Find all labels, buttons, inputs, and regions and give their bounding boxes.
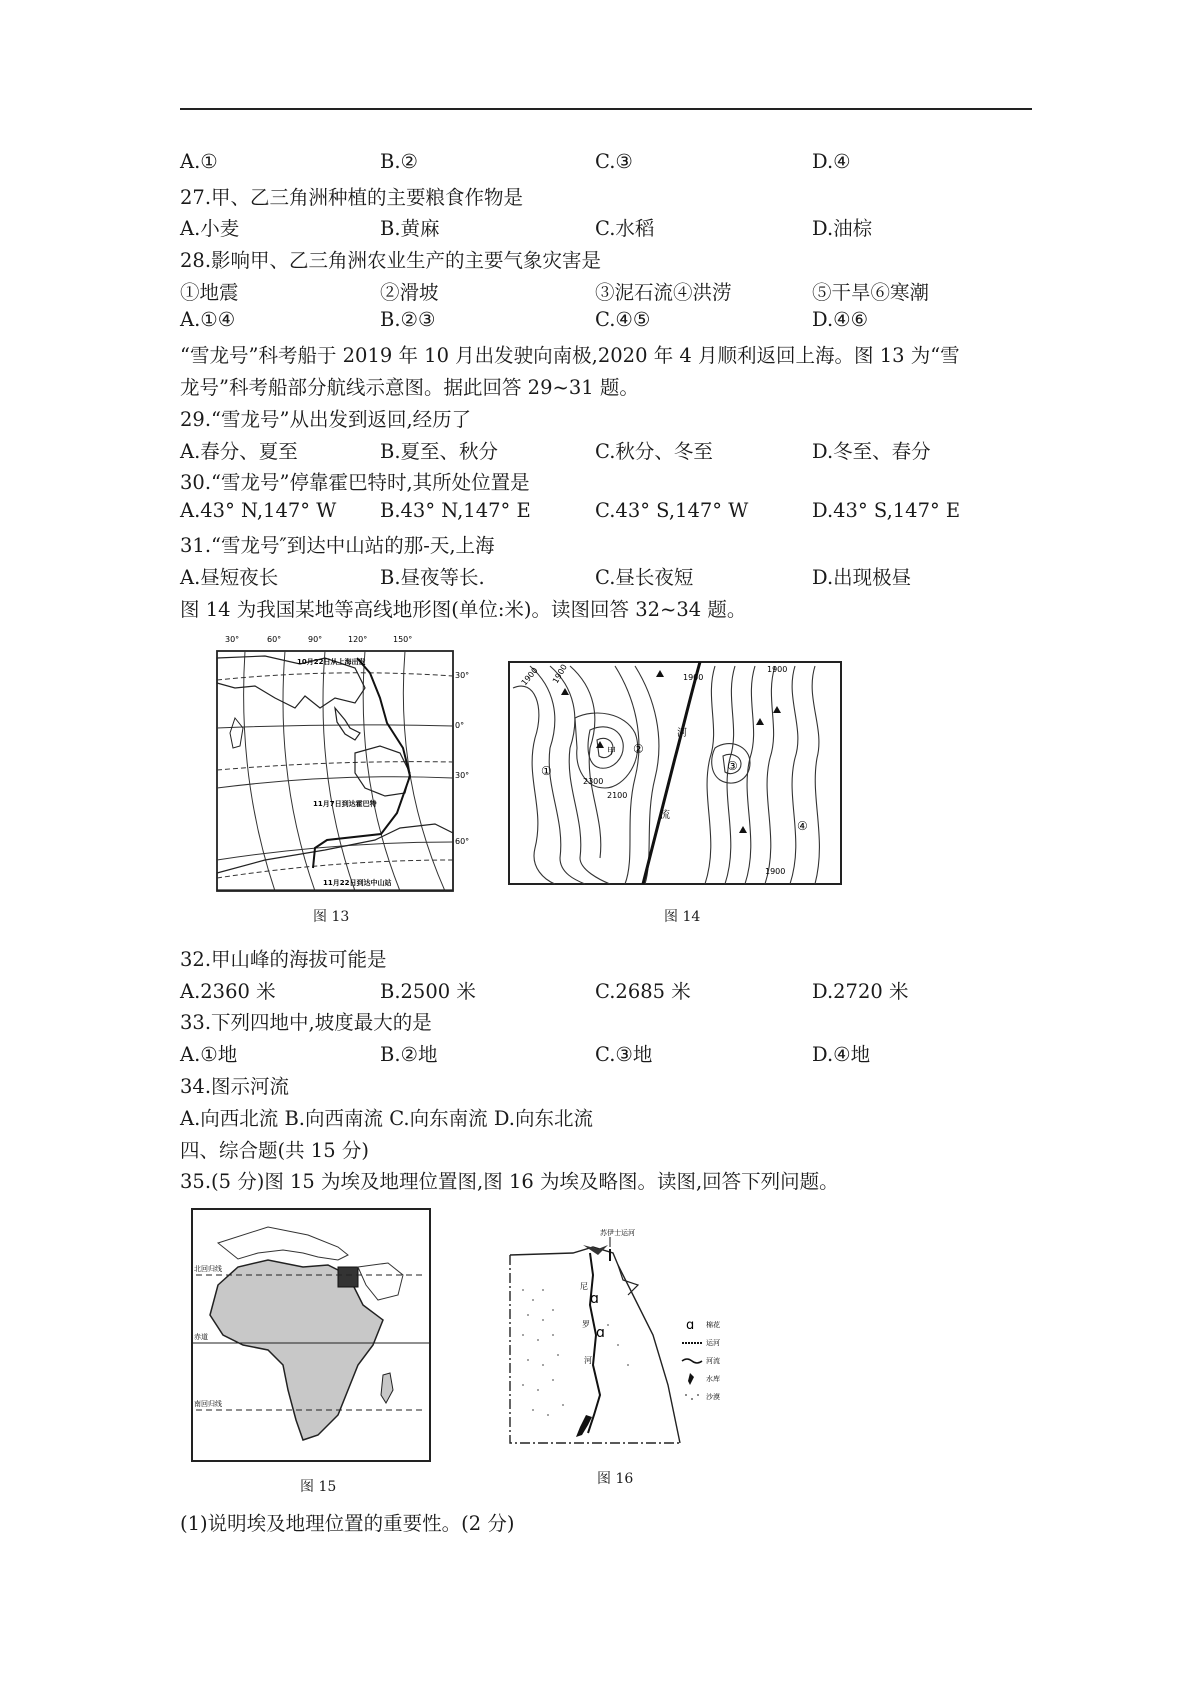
- q31-option-b[interactable]: B.昼夜等长.: [380, 566, 485, 589]
- legend-desert-icon: [685, 1394, 699, 1400]
- legend-label: 运河: [706, 1339, 720, 1347]
- legend-cotton-icon: ɑ: [686, 1318, 695, 1333]
- legend-label: 沙漠: [706, 1393, 720, 1401]
- contour-label: 1900: [550, 662, 569, 685]
- q28-choice-3: ③泥石流④洪涝: [595, 281, 732, 304]
- lat-label: 30°: [455, 771, 470, 780]
- q28-option-b[interactable]: B.②③: [380, 308, 436, 331]
- annotation-zhongshan: 11月22日到达中山站: [323, 879, 392, 887]
- marker-4: ④: [797, 819, 808, 833]
- peak-label: 甲: [607, 747, 617, 757]
- q30-stem: 30.“雪龙号”停靠霍巴特时,其所处位置是: [180, 471, 530, 494]
- q28-choice-1: ①地震: [180, 281, 239, 304]
- marker-3: ③: [727, 759, 738, 773]
- q29-stem: 29.“雪龙号”从出发到返回,经历了: [180, 408, 472, 431]
- lon-label: 30°: [225, 635, 240, 644]
- lat-line-label: 赤道: [194, 1333, 208, 1341]
- river-char: 尼: [580, 1282, 588, 1291]
- q27-option-d[interactable]: D.油棕: [812, 217, 873, 240]
- q32-option-b[interactable]: B.2500 米: [380, 980, 476, 1003]
- q33-option-a[interactable]: A.①地: [180, 1043, 238, 1066]
- q28-choice-4: ⑤干旱⑥寒潮: [812, 281, 930, 304]
- legend-label: 水库: [706, 1375, 720, 1383]
- q29-option-b[interactable]: B.夏至、秋分: [380, 440, 499, 463]
- q28-option-c[interactable]: C.④⑤: [595, 308, 651, 331]
- figure-13-map: [205, 628, 470, 918]
- lon-label: 90°: [308, 635, 323, 644]
- egypt-highlight: [338, 1267, 358, 1287]
- figure-16: [498, 1225, 768, 1480]
- lat-label: 60°: [455, 837, 470, 846]
- lat-label: 30°: [455, 671, 470, 680]
- q32-option-d[interactable]: D.2720 米: [812, 980, 909, 1003]
- q33-option-b[interactable]: B.②地: [380, 1043, 438, 1066]
- lon-label: 60°: [267, 635, 282, 644]
- q30-option-a[interactable]: A.43° N,147° W: [180, 499, 337, 522]
- q30-option-b[interactable]: B.43° N,147° E: [380, 499, 531, 522]
- q33-option-c[interactable]: C.③地: [595, 1043, 653, 1066]
- intro-32-34: 图 14 为我国某地等高线地形图(单位:米)。读图回答 32~34 题。: [180, 598, 747, 621]
- marker-2: ②: [633, 742, 644, 756]
- q32-option-c[interactable]: C.2685 米: [595, 980, 691, 1003]
- q26-option-b[interactable]: B.②: [380, 150, 419, 173]
- river-char: 罗: [582, 1320, 590, 1329]
- figure-14: [505, 658, 845, 920]
- intro-29-31-line2: 龙号”科考船部分航线示意图。据此回答 29~31 题。: [180, 376, 639, 399]
- figure-15-caption: 图 15: [300, 1479, 337, 1495]
- q27-option-a[interactable]: A.小麦: [180, 217, 240, 240]
- river-char: 流: [660, 810, 670, 821]
- figure-13: [205, 628, 470, 918]
- q31-option-c[interactable]: C.昼长夜短: [595, 566, 694, 589]
- figure-14-frame: [509, 662, 841, 884]
- legend-river-icon: [682, 1359, 702, 1363]
- lon-label: 120°: [348, 635, 368, 644]
- q27-stem: 27.甲、乙三角洲种植的主要粮食作物是: [180, 186, 524, 209]
- q32-stem: 32.甲山峰的海拔可能是: [180, 948, 387, 971]
- q32-option-a[interactable]: A.2360 米: [180, 980, 276, 1003]
- annotation-hobart: 11月7日到达霍巴特: [313, 800, 377, 808]
- contour-label: 1900: [519, 665, 540, 688]
- q30-option-d[interactable]: D.43° S,147° E: [812, 499, 961, 522]
- figure-13-caption: 图 13: [313, 909, 350, 925]
- river-char: 河: [677, 728, 687, 739]
- contour-label: 2300: [583, 777, 604, 786]
- annotation-depart: 10月22日从上海出发: [297, 658, 366, 666]
- q33-stem: 33.下列四地中,坡度最大的是: [180, 1011, 432, 1034]
- figure-14-contour-map: [505, 658, 845, 920]
- q28-stem: 28.影响甲、乙三角洲农业生产的主要气象灾害是: [180, 249, 602, 272]
- nile-river-line: [588, 1253, 600, 1433]
- q27-option-b[interactable]: B.黄麻: [380, 217, 440, 240]
- q28-option-d[interactable]: D.④⑥: [812, 308, 869, 331]
- q34-options[interactable]: A.向西北流 B.向西南流 C.向东南流 D.向东北流: [180, 1107, 593, 1130]
- top-rule: [180, 108, 1032, 110]
- q31-option-a[interactable]: A.昼短夜长: [180, 566, 279, 589]
- cotton-icon: ɑ: [590, 1291, 599, 1307]
- q29-option-d[interactable]: D.冬至、春分: [812, 440, 931, 463]
- q35-stem: 35.(5 分)图 15 为埃及地理位置图,图 16 为埃及略图。读图,回答下列问题。: [180, 1170, 839, 1193]
- intro-29-31-line1: “雪龙号”科考船于 2019 年 10 月出发驶向南极,2020 年 4 月顺利返回上海。图 13 为“雪: [180, 344, 960, 367]
- q26-option-c[interactable]: C.③: [595, 150, 633, 173]
- figure-14-caption: 图 14: [664, 909, 701, 925]
- lon-label: 150°: [393, 635, 413, 644]
- q31-option-d[interactable]: D.出现极昼: [812, 566, 912, 589]
- contour-label: 1900: [683, 673, 704, 682]
- contour-label: 1900: [767, 665, 788, 674]
- q33-option-d[interactable]: D.④地: [812, 1043, 871, 1066]
- legend-label: 棉花: [706, 1321, 720, 1329]
- q27-option-c[interactable]: C.水稻: [595, 217, 655, 240]
- river-char: 河: [584, 1356, 592, 1365]
- contour-label: 1900: [765, 867, 786, 876]
- figure-15-map: [188, 1205, 450, 1495]
- q26-option-d[interactable]: D.④: [812, 150, 851, 173]
- contour-label: 2100: [607, 791, 628, 800]
- lat-line-label: 南回归线: [194, 1400, 222, 1408]
- cotton-icon: ɑ: [596, 1325, 605, 1341]
- q34-stem: 34.图示河流: [180, 1075, 290, 1098]
- q35-sub1: (1)说明埃及地理位置的重要性。(2 分): [180, 1512, 515, 1535]
- section-4-heading: 四、综合题(共 15 分): [180, 1139, 369, 1162]
- q30-option-c[interactable]: C.43° S,147° W: [595, 499, 749, 522]
- legend-reservoir-icon: [688, 1373, 694, 1385]
- q28-choice-2: ②滑坡: [380, 281, 439, 304]
- q29-option-a[interactable]: A.春分、夏至: [180, 440, 298, 463]
- q26-option-a[interactable]: A.①: [180, 150, 218, 173]
- figure-16-caption: 图 16: [597, 1471, 634, 1487]
- q29-option-c[interactable]: C.秋分、冬至: [595, 440, 713, 463]
- lat-line-label: 北回归线: [194, 1265, 222, 1273]
- legend-label: 河流: [706, 1357, 720, 1365]
- q28-option-a[interactable]: A.①④: [180, 308, 236, 331]
- figure-15: [188, 1205, 450, 1495]
- lat-label: 0°: [455, 721, 465, 730]
- q31-stem: 31.“雪龙号″到达中山站的那-天,上海: [180, 534, 495, 557]
- figure-16-map: [498, 1225, 768, 1480]
- marker-1: ①: [541, 764, 552, 778]
- canal-label: 苏伊士运河: [600, 1229, 635, 1237]
- desert-dots-icon: [522, 1289, 629, 1416]
